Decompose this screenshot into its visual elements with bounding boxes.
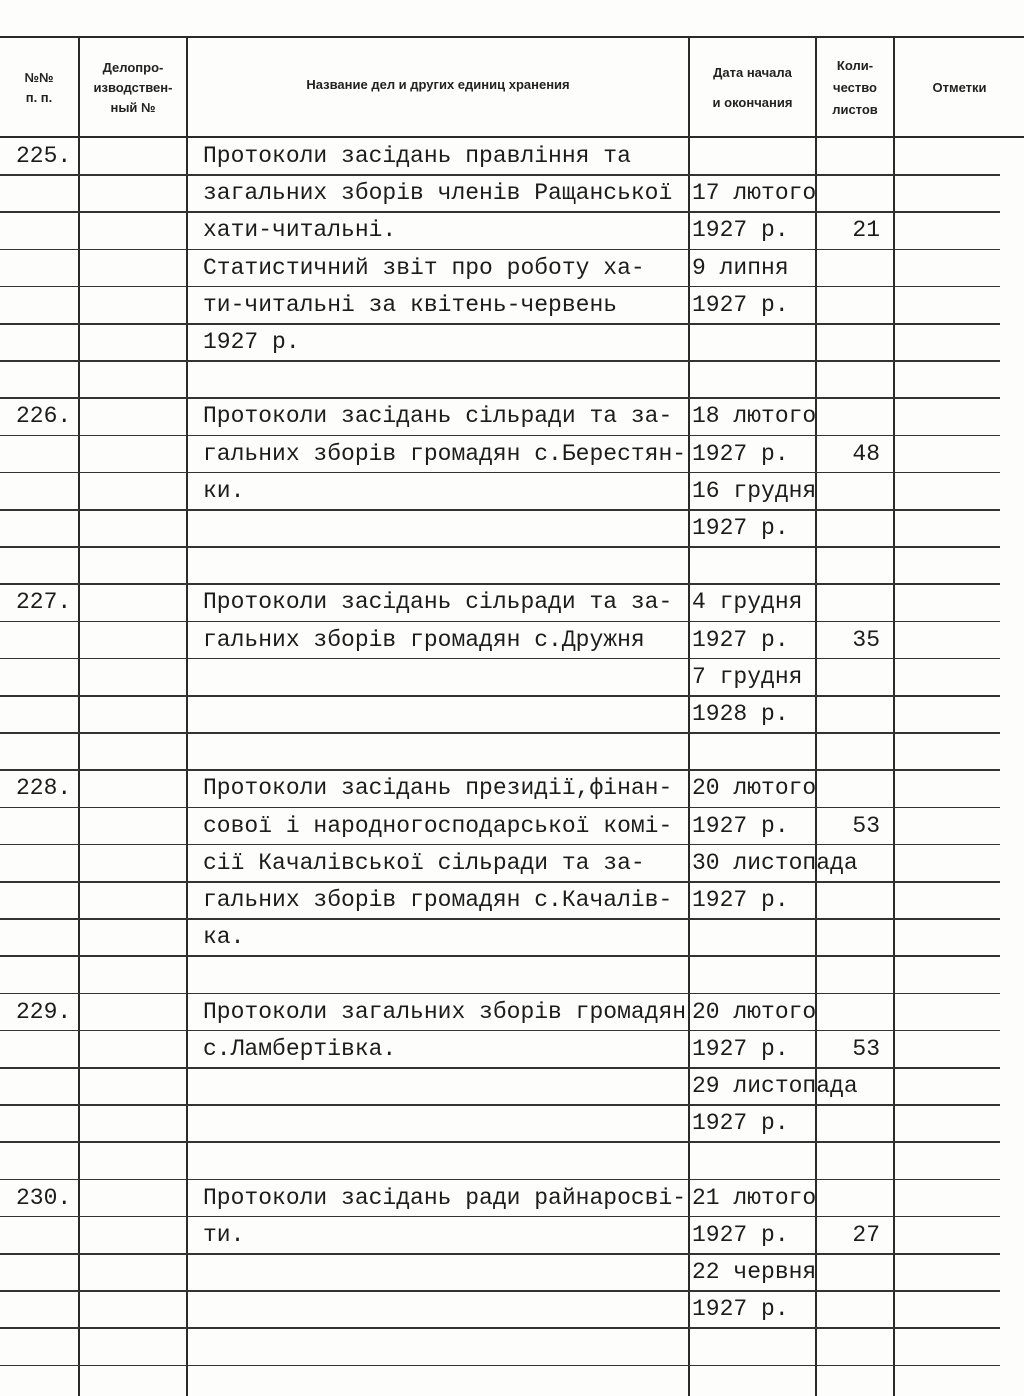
entry-title-line: сової і народногосподарської комі-	[203, 812, 673, 839]
entry-date-line: 1927 р.	[692, 291, 789, 318]
entry-date-line: 1927 р.	[692, 1035, 789, 1062]
entry-sheet-count: 53	[852, 1035, 880, 1062]
entry-date-line: 1927 р.	[692, 1110, 789, 1137]
ruled-line	[0, 695, 1000, 697]
entry-title-line: гальних зборів громадян с.Качалів-	[203, 887, 673, 913]
entry-date-line: 16 грудня	[692, 477, 817, 504]
entry-date-line: 20 лютого	[692, 998, 817, 1025]
header-dates-line: и окончания	[712, 95, 793, 110]
ruled-line	[0, 583, 1000, 585]
header-title	[188, 40, 688, 130]
entry-title-line: ки.	[203, 477, 245, 504]
entry-sheet-count: 27	[852, 1221, 880, 1248]
entry-title-line: Протоколи засідань сільради та за-	[203, 403, 673, 430]
entry-date-line: 21 лютого	[692, 1184, 817, 1211]
ruled-line	[0, 360, 1000, 362]
entry-title-line: Протоколи засідань президії,фінан-	[203, 775, 673, 802]
entry-sheet-count: 53	[852, 812, 880, 839]
entry-title-line: Протоколи засідань сільради та за-	[203, 589, 673, 616]
entry-date-line: 1927 р.	[692, 1221, 789, 1248]
ruled-line	[0, 955, 1000, 957]
entry-title-line: Протоколи загальних зборів громадян	[203, 998, 687, 1025]
header-count-line: Коли-	[836, 58, 874, 73]
entry-date-line: 7 грудня	[692, 663, 803, 690]
ruled-line	[0, 435, 1000, 437]
entry-title-line: сії Качалівської сільради та за-	[203, 849, 645, 876]
entry-date-line: 17 лютого	[692, 180, 817, 207]
entry-title-line: 1927 р.	[203, 329, 300, 355]
ruled-line	[0, 1365, 1000, 1367]
entry-date-line: 1927 р.	[692, 887, 789, 913]
ruled-line	[0, 1067, 1000, 1069]
ruled-line	[0, 472, 1000, 474]
ruled-line	[0, 881, 1000, 883]
entry-date-line: 30 листопада	[692, 849, 858, 876]
entry-date-line: 1927 р.	[692, 812, 789, 839]
header-office-line: ный №	[110, 100, 156, 115]
header-count	[817, 40, 893, 136]
ruled-line	[0, 1030, 1000, 1032]
entry-sheet-count: 35	[852, 626, 880, 653]
entry-number: 227.	[16, 589, 72, 616]
ruled-line	[0, 323, 1000, 325]
ruled-line	[0, 621, 1000, 623]
entry-title-line: Статистичний звіт про роботу ха-	[203, 254, 645, 281]
ruled-line	[0, 211, 1000, 213]
column-divider	[186, 36, 188, 1396]
entry-title-line: гальних зборів громадян с.Берестян-	[203, 440, 687, 467]
header-dates-line: Дата начала	[713, 65, 792, 80]
ruled-line	[0, 397, 1000, 399]
entry-number: 228.	[16, 775, 72, 802]
ruled-line	[0, 1327, 1000, 1329]
ruled-line	[0, 807, 1000, 809]
header-office-line: изводствен-	[93, 80, 173, 95]
header-notes	[895, 40, 1024, 136]
entry-number: 230.	[16, 1184, 72, 1211]
entry-title-line: Протоколи засідань правління та	[203, 143, 631, 169]
entry-title-line: ти.	[203, 1221, 245, 1248]
header-notes-text: Отметки	[932, 80, 987, 95]
header-count-line: чество	[833, 80, 877, 95]
header-office-number	[80, 40, 186, 136]
ruled-line	[0, 1104, 1000, 1106]
ruled-line	[0, 1216, 1000, 1218]
entry-title-line: гальних зборів громадян с.Дружня	[203, 626, 645, 653]
entry-title-line: ти-читальні за квітень-червень	[203, 291, 618, 318]
entry-title-line: ка.	[203, 924, 245, 951]
entry-date-line: 4 грудня	[692, 589, 803, 616]
entry-date-line: 1927 р.	[692, 217, 789, 244]
ruled-line	[0, 1253, 1000, 1255]
entry-date-line: 1927 р.	[692, 440, 789, 467]
entry-date-line: 22 червня	[692, 1259, 817, 1285]
header-top-border	[0, 36, 1024, 38]
entry-sheet-count: 48	[852, 440, 880, 467]
entry-sheet-count: 21	[852, 217, 880, 244]
ruled-line	[0, 732, 1000, 734]
ruled-line	[0, 1179, 1000, 1181]
entry-date-line: 9 липня	[692, 254, 789, 281]
header-number-line: п. п.	[25, 90, 53, 105]
entry-date-line: 18 лютого	[692, 403, 817, 430]
entry-title-line: хати-читальні.	[203, 217, 397, 244]
ruled-line	[0, 993, 1000, 995]
header-bottom-border	[0, 136, 1024, 138]
ruled-line	[0, 546, 1000, 548]
ruled-line	[0, 918, 1000, 920]
header-title-text: Название дел и других единиц хранения	[306, 77, 570, 92]
entry-number: 229.	[16, 998, 72, 1025]
ruled-line	[0, 286, 1000, 288]
ruled-line	[0, 658, 1000, 660]
column-divider	[893, 36, 895, 1396]
entry-date-line: 1927 р.	[692, 515, 789, 541]
column-divider	[688, 36, 690, 1396]
entry-title-line: Протоколи засідань ради райнаросві-	[203, 1184, 687, 1211]
ruled-line	[0, 844, 1000, 846]
ruled-line	[0, 249, 1000, 251]
entry-date-line: 20 лютого	[692, 775, 817, 802]
ruled-line	[0, 174, 1000, 176]
ruled-line	[0, 1141, 1000, 1143]
entry-title-line: с.Ламбертівка.	[203, 1035, 397, 1062]
entry-date-line: 29 листопада	[692, 1073, 858, 1099]
header-count-line: листов	[832, 102, 878, 117]
entry-number: 225.	[16, 143, 72, 169]
entry-date-line: 1927 р.	[692, 1296, 789, 1323]
entry-number: 226.	[16, 403, 72, 430]
header-office-line: Делопро-	[102, 60, 164, 75]
header-dates	[690, 40, 815, 136]
ruled-line	[0, 509, 1000, 511]
entry-date-line: 1927 р.	[692, 626, 789, 653]
header-number-line: №№	[24, 70, 54, 85]
column-divider	[78, 36, 80, 1396]
entry-title-line: загальних зборів членів Ращанської	[203, 180, 673, 207]
ruled-line	[0, 769, 1000, 771]
ruled-line	[0, 1290, 1000, 1292]
header-number	[0, 40, 78, 136]
entry-date-line: 1928 р.	[692, 701, 789, 727]
